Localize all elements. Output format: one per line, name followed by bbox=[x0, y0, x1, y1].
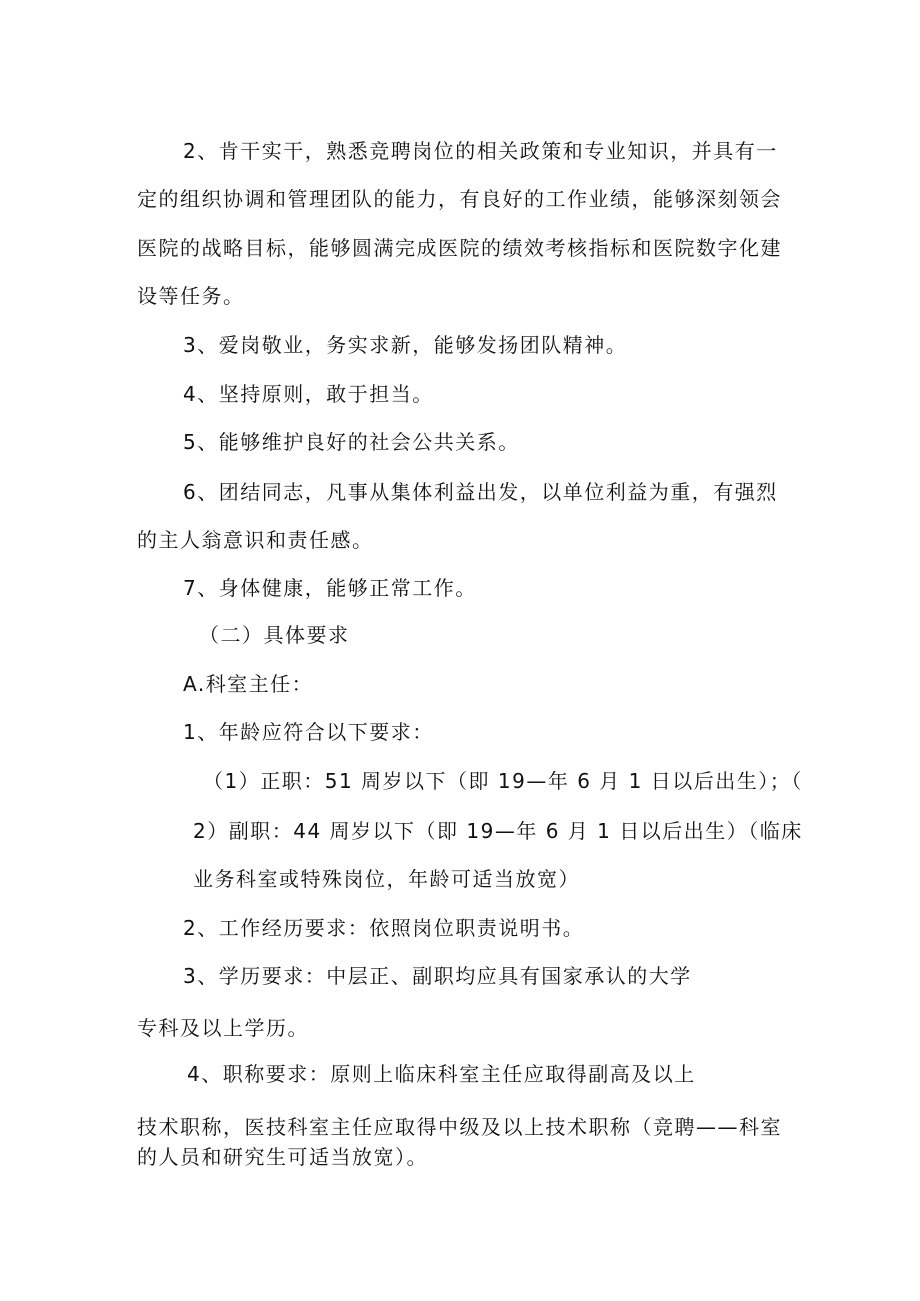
paragraph-2-line-2: 定的组织协调和管理团队的能力，有良好的工作业绩，能够深刻领会 bbox=[137, 187, 782, 211]
requirement-1-item-1: （1）正职：51 周岁以下（即 19—年 6 月 1 日以后出生）；（ bbox=[203, 769, 803, 793]
requirement-3-line-1: 3、学历要求：中层正、副职均应具有国家承认的大学 bbox=[183, 964, 692, 988]
paragraph-7: 7、身体健康，能够正常工作。 bbox=[183, 576, 477, 600]
requirement-3-line-2: 专科及以上学历。 bbox=[137, 1016, 309, 1040]
requirement-2: 2、工作经历要求：依照岗位职责说明书。 bbox=[183, 916, 585, 940]
paragraph-4: 4、坚持原则，敢于担当。 bbox=[183, 382, 434, 406]
requirement-1: 1、年龄应符合以下要求： bbox=[183, 720, 434, 744]
section-heading: （二）具体要求 bbox=[199, 623, 350, 647]
paragraph-3: 3、爱岗敬业，务实求新，能够发扬团队精神。 bbox=[183, 333, 628, 357]
paragraph-6-line-1: 6、团结同志，凡事从集体利益出发，以单位利益为重，有强烈 bbox=[183, 480, 778, 504]
paragraph-2-line-1: 2、肯干实干，熟悉竞聘岗位的相关政策和专业知识，并具有一 bbox=[183, 139, 778, 163]
requirement-1-item-2: 2）副职：44 周岁以下（即 19—年 6 月 1 日以后出生）（临床 bbox=[193, 819, 803, 843]
paragraph-5: 5、能够维护良好的社会公共关系。 bbox=[183, 430, 520, 454]
paragraph-2-line-4: 设等任务。 bbox=[137, 284, 245, 308]
paragraph-2-line-3: 医院的战略目标，能够圆满完成医院的绩效考核指标和医院数字化建 bbox=[137, 236, 782, 260]
paragraph-6-line-2: 的主人翁意识和责任感。 bbox=[137, 528, 374, 552]
requirement-4-line-1: 4、职称要求：原则上临床科室主任应取得副高及以上 bbox=[187, 1062, 696, 1086]
requirement-1-item-2-cont: 业务科室或特殊岗位，年龄可适当放宽） bbox=[193, 867, 580, 891]
subsection-heading: A.科室主任： bbox=[183, 672, 314, 696]
requirement-4-line-2: 技术职称，医技科室主任应取得中级及以上技术职称（竞聘——科室 bbox=[137, 1115, 782, 1139]
requirement-4-line-3: 的人员和研究生可适当放宽）。 bbox=[137, 1145, 428, 1169]
